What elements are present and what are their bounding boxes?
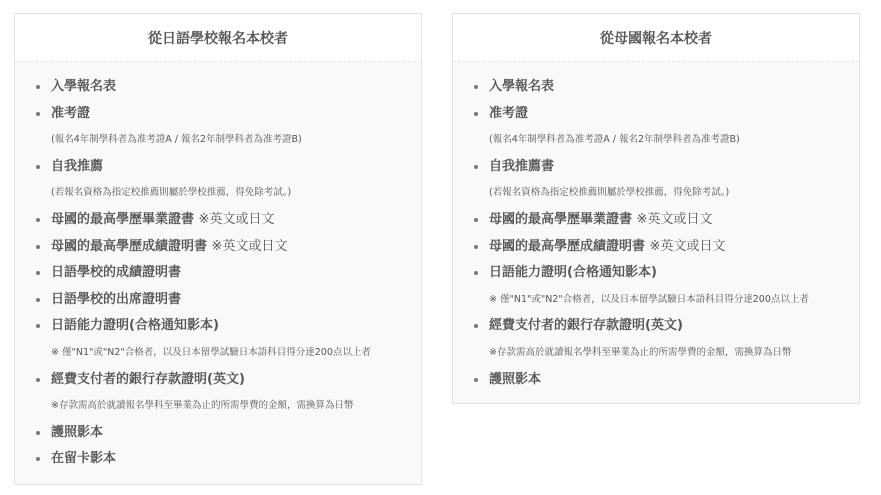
document-name: 自我推薦 (51, 158, 104, 174)
document-title (489, 207, 851, 234)
document-note: (報名4年制學科者為准考證A / 報名2年制學科者為准考證B) (489, 134, 740, 146)
list-item (15, 260, 421, 287)
document-name: 入學報名表 (51, 79, 117, 94)
document-name: 日語能力證明(合格通知影本) (51, 318, 219, 334)
document-name: 護照影本 (51, 424, 104, 440)
document-name: 日語能力證明(合格通知影本) (489, 265, 657, 281)
list-item (453, 367, 859, 394)
document-note: ※存款需高於就讀報名學科至畢業為止的所需學費的金額，需換算為日幣 (489, 346, 792, 358)
document-title (51, 260, 413, 287)
document-name: 准考證 (51, 105, 91, 121)
list-item (15, 367, 421, 420)
document-title (489, 260, 851, 287)
document-name: 日語學校的成績證明書 (51, 265, 182, 281)
list-item (15, 420, 421, 447)
language-requirement: ※英文或日文 (649, 238, 726, 254)
list-item (453, 313, 859, 366)
card-from-japanese-school (14, 13, 422, 485)
list-item (453, 234, 859, 261)
language-requirement: ※英文或日文 (636, 211, 713, 227)
document-title (51, 287, 413, 314)
document-list (453, 62, 859, 393)
list-item (15, 287, 421, 314)
document-title (51, 446, 413, 473)
card-title: 從母國報名本校者 (453, 14, 859, 62)
list-item (15, 207, 421, 234)
language-requirement: ※英文或日文 (211, 238, 288, 254)
document-name: 護照影本 (489, 371, 542, 387)
document-name: 在留卡影本 (51, 451, 117, 467)
list-item (453, 101, 859, 154)
list-item (15, 74, 421, 101)
document-title (489, 234, 851, 261)
document-title (51, 207, 413, 234)
language-requirement: ※英文或日文 (198, 211, 275, 227)
document-name: 入學報名表 (489, 79, 555, 94)
list-item (453, 207, 859, 234)
card-from-home-country (452, 13, 860, 404)
document-title (489, 74, 851, 101)
document-name: 日語學校的出席證明書 (51, 291, 182, 307)
document-title (489, 313, 851, 340)
document-title (51, 313, 413, 340)
document-note: (若報名資格為指定校推薦則屬於學校推薦，得免除考試。) (51, 187, 292, 199)
document-title (489, 154, 851, 181)
document-note: ※存款需高於就讀報名學科至畢業為止的所需學費的金額，需換算為日幣 (51, 400, 354, 412)
card-title: 從日語學校報名本校者 (15, 14, 421, 62)
document-name: 母國的最高學歷成績證明書 (51, 238, 208, 254)
document-list (15, 62, 421, 473)
document-name: 母國的最高學歷畢業證書 (51, 211, 195, 227)
list-item (15, 446, 421, 473)
document-title (51, 234, 413, 261)
document-name: 准考證 (489, 105, 529, 121)
document-name: 經費支付者的銀行存款證明(英文) (51, 371, 245, 387)
document-title (489, 367, 851, 394)
document-name: 經費支付者的銀行存款證明(英文) (489, 318, 683, 334)
document-note: ※ 僅"N1"或"N2"合格者，以及日本留學試驗日本語科目得分達200点以上者 (51, 346, 371, 358)
list-item (15, 154, 421, 207)
document-title (51, 154, 413, 181)
document-title (51, 74, 413, 101)
list-item (15, 313, 421, 366)
document-title (51, 101, 413, 128)
document-note: ※ 僅"N1"或"N2"合格者，以及日本留學試驗日本語科目得分達200点以上者 (489, 293, 809, 305)
document-title (51, 420, 413, 447)
document-name: 母國的最高學歷畢業證書 (489, 211, 633, 227)
list-item (15, 234, 421, 261)
document-note: (若報名資格為指定校推薦則屬於學校推薦，得免除考試。) (489, 187, 730, 199)
list-item (15, 101, 421, 154)
list-item (453, 260, 859, 313)
list-item (453, 154, 859, 207)
document-title (51, 367, 413, 394)
document-title (489, 101, 851, 128)
document-note: (報名4年制學科者為准考證A / 報名2年制學科者為准考證B) (51, 134, 302, 146)
list-item (453, 74, 859, 101)
document-name: 母國的最高學歷成績證明書 (489, 238, 646, 254)
document-name: 自我推薦書 (489, 158, 555, 174)
